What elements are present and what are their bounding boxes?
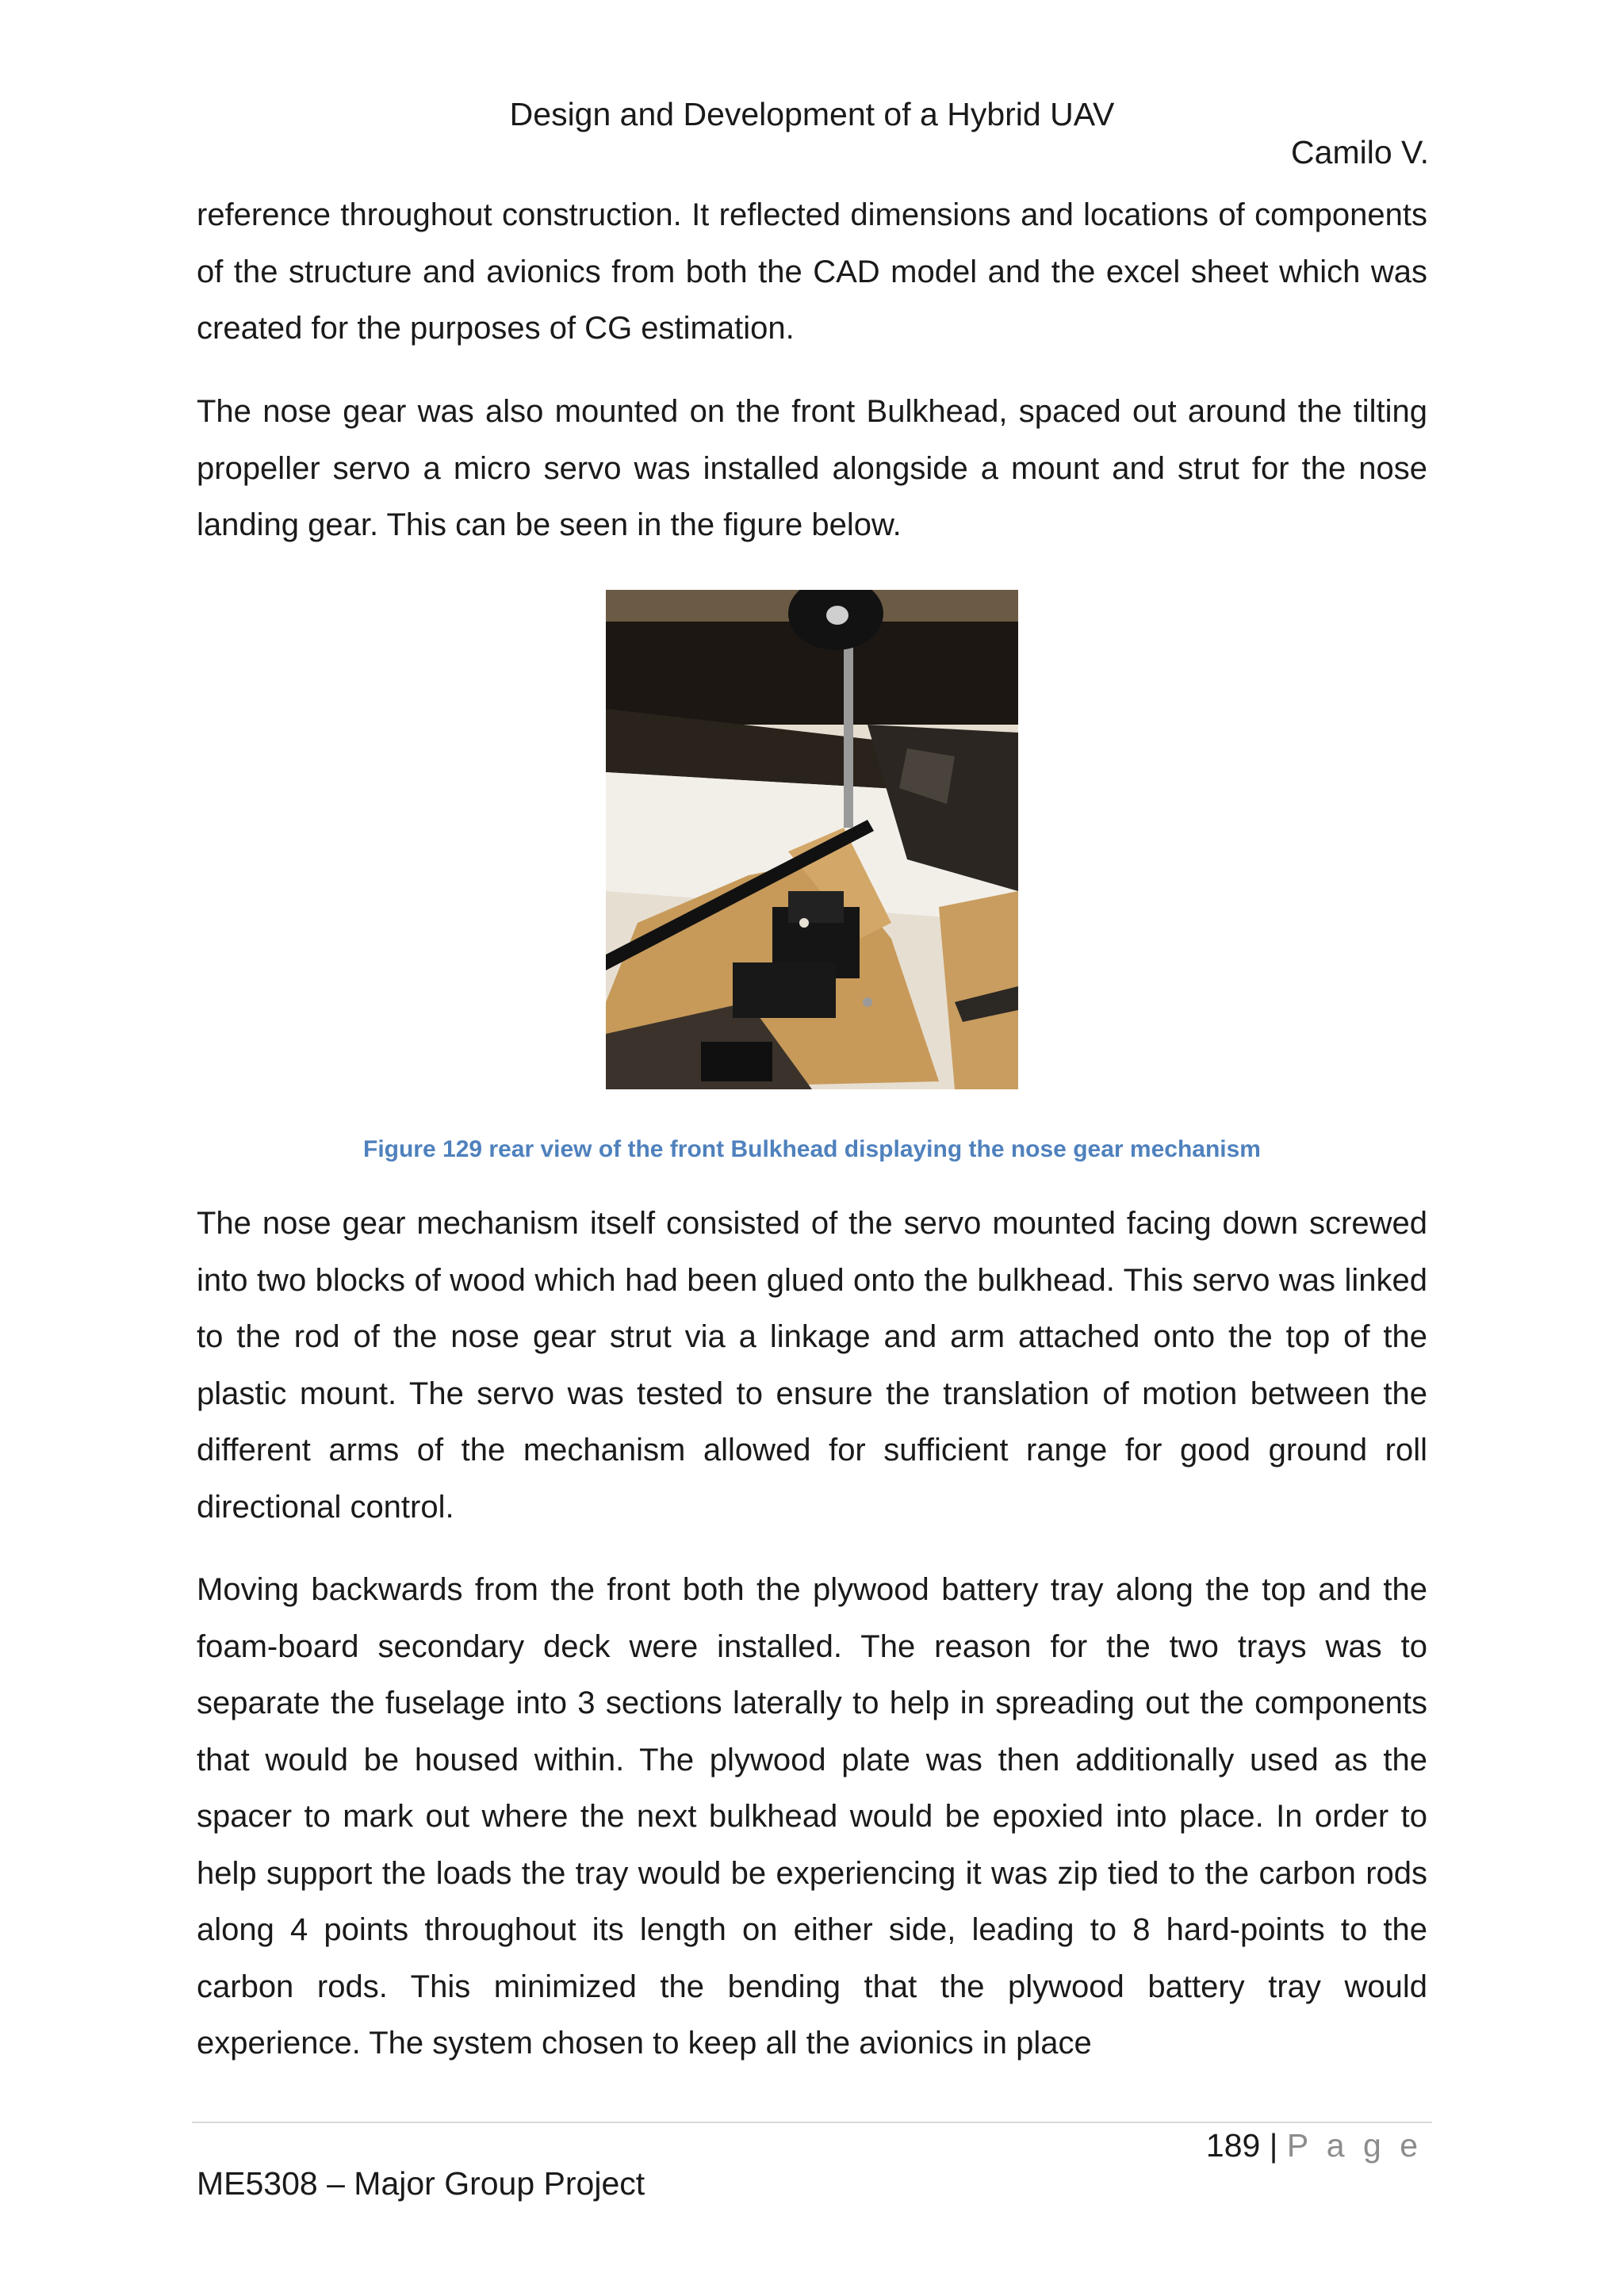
- running-header-title: Design and Development of a Hybrid UAV: [509, 96, 1115, 132]
- page-number-separator: |: [1269, 2127, 1278, 2164]
- body-paragraph: The nose gear was also mounted on the front Bulkhead, spaced out around the tilting propeller servo a micro servo was installed alongside a mount and strut for the nose landing gear. This can be seen in the figure below.: [197, 394, 1427, 542]
- footer-project: ME5308 – Major Group Project: [197, 2165, 645, 2202]
- nose-gear-photo: [606, 590, 1018, 1089]
- running-header-author: Camilo V.: [1291, 134, 1429, 170]
- body-paragraph: The nose gear mechanism itself consisted of the servo mounted facing down screwed into two blocks of wood which had been glued onto the bulkhead. This servo was linked to the rod of the nose gear strut via a linkage and arm attached onto the top of the plastic mount. The servo was tested to ensure the translation of motion between the different arms of the mechanism allowed for sufficient range for good ground roll directional control.: [197, 1206, 1427, 1525]
- page-number-value: 189: [1205, 2127, 1261, 2164]
- body-paragraph: reference throughout construction. It reflected dimensions and locations of components of the structure and avionics from both the CAD model and the excel sheet which was created for the purposes of CG estimation.: [197, 197, 1427, 346]
- page-word: P a g e: [1286, 2127, 1423, 2164]
- page-number: [1206, 2125, 1423, 2166]
- body-paragraph: Moving backwards from the front both the plywood battery tray along the top and the foam-board secondary deck were installed. The reason for the two trays was to separate the fuselage into 3 sections laterally to help in spreading out the components that would be housed within. The plywood plate was then additionally used as the spacer to mark out where the next bulkhead would be epoxied into place. In order to help support the loads the tray would be experiencing it was zip tied to the carbon rods along 4 points throughout its length on either side, leading to 8 hard-points to the carbon rods. This minimized the bending that the plywood battery tray would experience. The system chosen to keep all the avionics in place: [197, 1572, 1427, 2061]
- figure-caption: Figure 129 rear view of the front Bulkhead displaying the nose gear mechanism: [363, 1136, 1261, 1162]
- footer-divider: [192, 2122, 1432, 2123]
